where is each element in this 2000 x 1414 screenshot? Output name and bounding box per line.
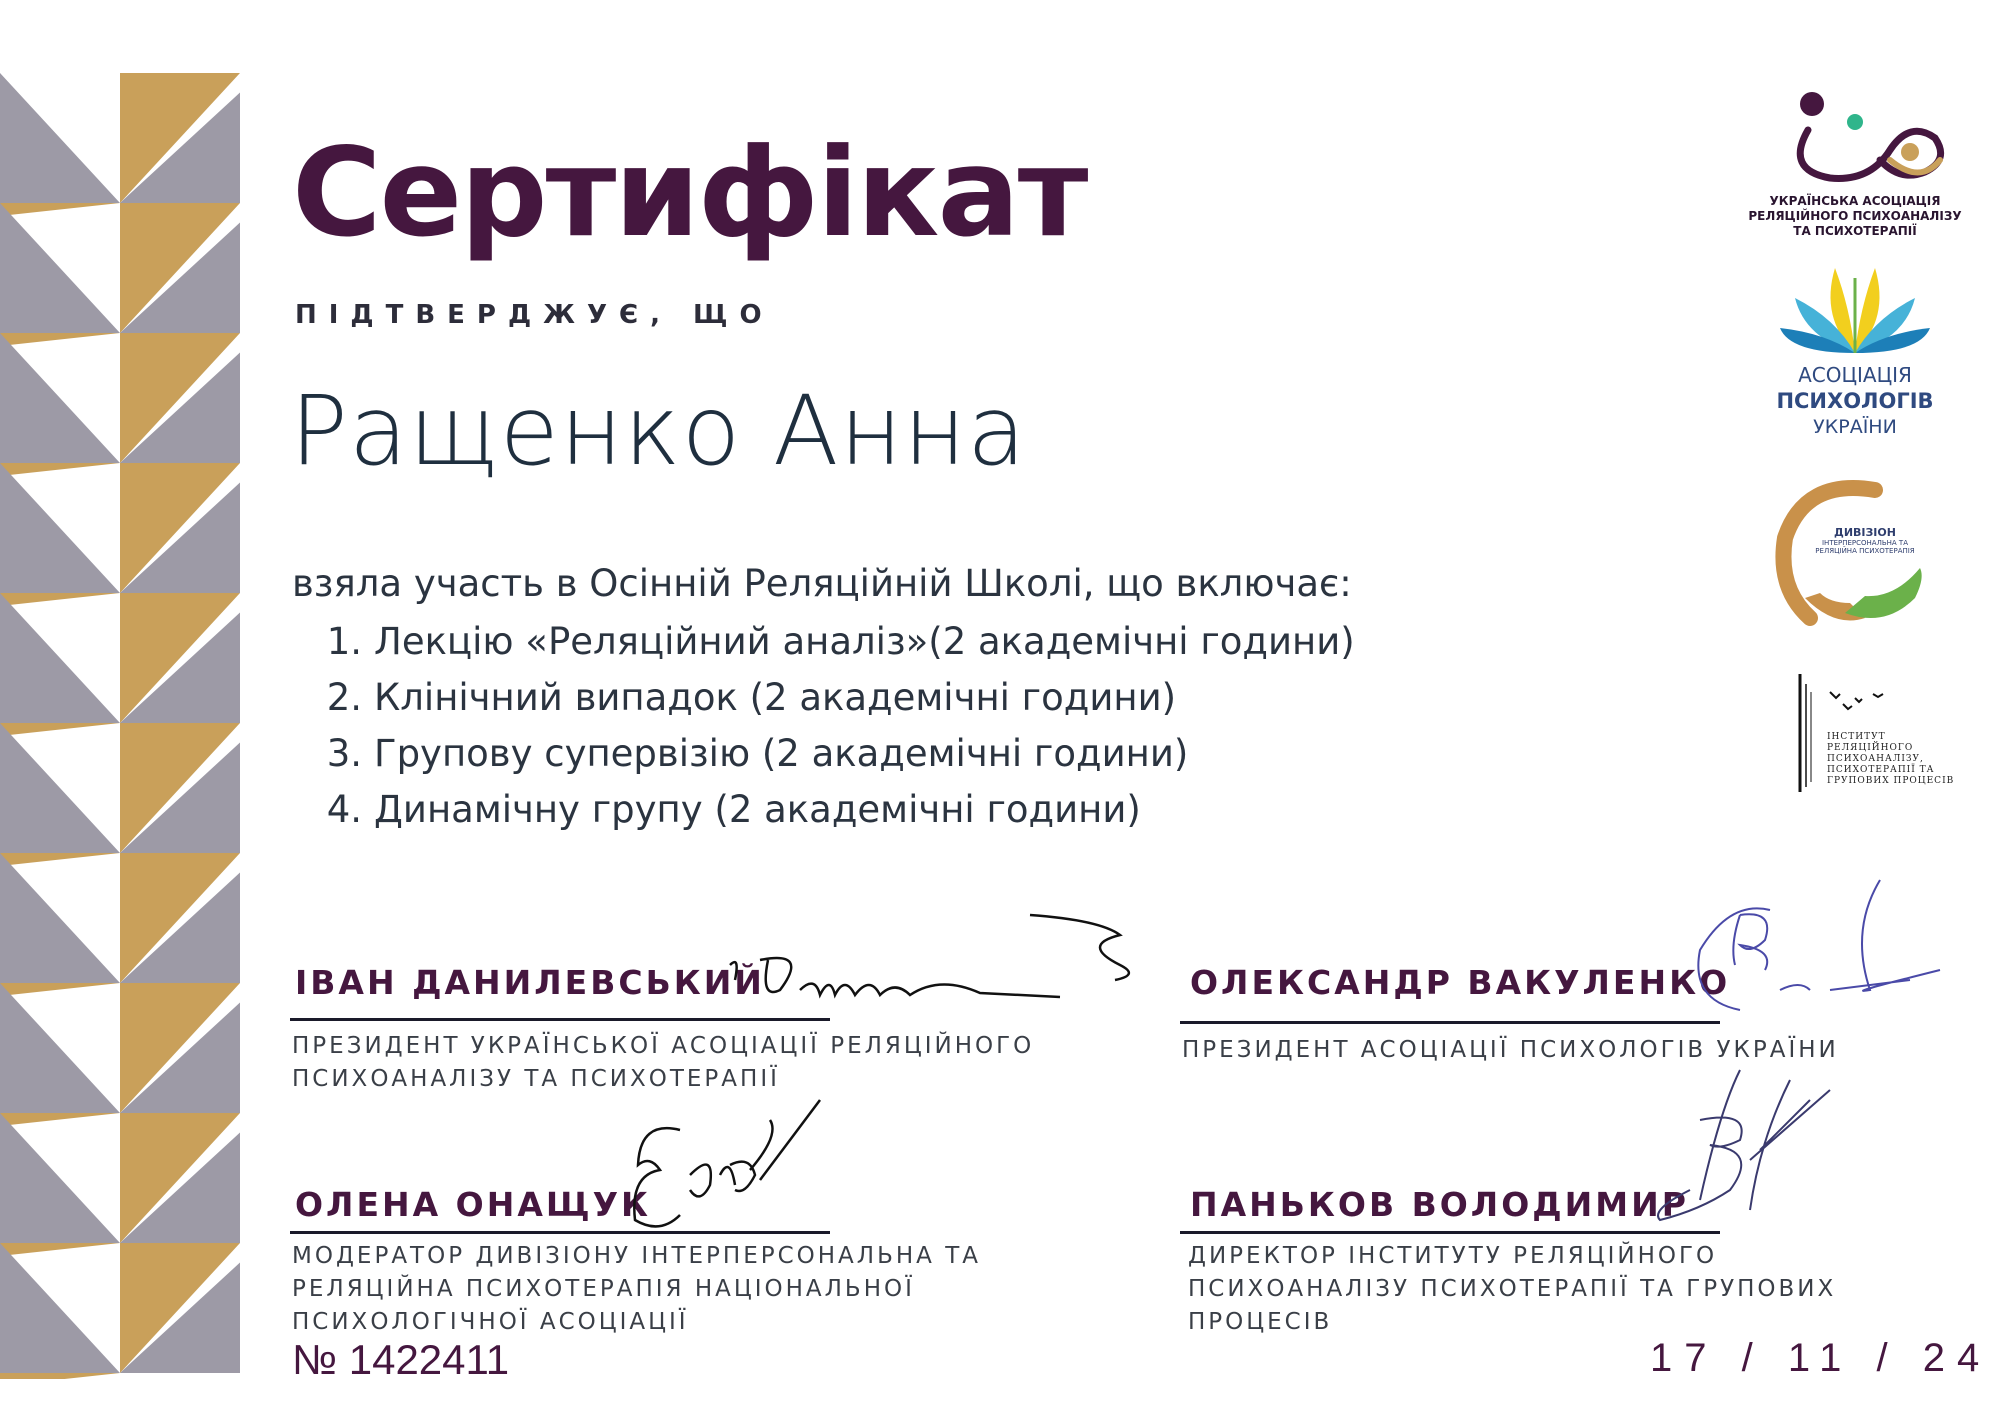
list-item: 2. Клінічний випадок (2 академічні години) [326,676,1177,719]
chevron-tile [0,1113,120,1126]
chevron-tile [0,73,120,203]
chevron-tile [0,463,120,476]
uarp-logo: УКРАЇНСЬКА АСОЦІАЦІЯ РЕЛЯЦІЙНОГО ПСИХОАНАЛІЗУ ТА ПСИХОТЕРАПІЇ [1740,90,1970,239]
recipient-name: Ращенко Анна [290,375,1027,487]
list-item: 1. Лекцію «Реляційний аналіз»(2 академічні години) [326,620,1355,663]
list-item: 3. Групову супервізію (2 академічні години) [326,732,1189,775]
signatory-role-danylevskyi: ПРЕЗИДЕНТ УКРАЇНСЬКОЇ АСОЦІАЦІЇ РЕЛЯЦІЙНОГО ПСИХОАНАЛІЗУ ТА ПСИХОТЕРАПІЇ [292,1033,1035,1092]
chevron-tile [0,333,120,346]
signatory-role-vakulenko: ПРЕЗИДЕНТ АСОЦІАЦІЇ ПСИХОЛОГІВ УКРАЇНИ [1182,1037,1839,1063]
chevron-tile [0,723,120,736]
signatory-name-onashchuk: ОЛЕНА ОНАЩУК [295,1185,652,1224]
certificate-number: № 1422411 [292,1336,510,1383]
decorative-chevron-pattern [0,73,240,1379]
chevron-tile [0,1113,120,1243]
list-item: 4. Динамічну групу (2 академічні години) [326,788,1141,831]
chevron-tile [0,983,120,1113]
handwritten-signature [1680,870,1950,1020]
chevron-tile [0,1243,120,1373]
chevron-tile [0,203,120,216]
signature-line [1180,1231,1720,1234]
chevron-tile [0,593,120,723]
chevron-tile [0,203,120,333]
signatory-name-vakulenko: ОЛЕКСАНДР ВАКУЛЕНКО [1190,963,1731,1002]
lotus-icon [1775,258,1935,358]
participation-statement: взяла участь в Осінній Реляційній Школі, що включає: [292,562,1352,605]
chevron-tile [0,463,120,593]
certificate-title: Сертифікат [292,122,1087,264]
chevron-tile [0,1243,120,1256]
chevron-tile [0,723,120,853]
signature-line [1180,1021,1720,1024]
institute-logo: ІНСТИТУТ РЕЛЯЦІЙНОГО ПСИХОАНАЛІЗУ, ПСИХОТЕРАПІЇ ТА ГРУПОВИХ ПРОЦЕСІВ [1795,672,1970,797]
certificate-date: 17 / 11 / 24 [1650,1336,1992,1380]
handwritten-signature [1640,1060,1840,1230]
chevron-tile [0,1373,120,1379]
apu-logo: АСОЦІАЦІЯ ПСИХОЛОГІВ УКРАЇНИ [1775,258,1935,440]
infinity-people-icon [1740,90,1970,190]
signatory-name-pankov: ПАНЬКОВ ВОЛОДИМИР [1190,1185,1689,1224]
signatory-role-onashchuk: МОДЕРАТОР ДИВІЗІОНУ ІНТЕРПЕРСОНАЛЬНА ТА РЕЛЯЦІЙНА ПСИХОТЕРАПІЯ НАЦІОНАЛЬНОЇ ПСИХОЛОГІЧНОЇ АСОЦІАЦІЇ [292,1243,981,1335]
signatory-name-danylevskyi: ІВАН ДАНИЛЕВСЬКИЙ [295,963,765,1002]
signature-line [290,1018,830,1021]
chevron-tile [0,983,120,996]
chevron-tile [0,853,120,983]
confirms-label: ПІДТВЕРДЖУЄ, ЩО [295,300,774,330]
chevron-tile [0,593,120,606]
handwritten-signature [720,905,1140,1015]
chevron-tile [0,333,120,463]
signatory-role-pankov: ДИРЕКТОР ІНСТИТУТУ РЕЛЯЦІЙНОГО ПСИХОАНАЛІЗУ ПСИХОТЕРАПІЇ ТА ГРУПОВИХ ПРОЦЕСІВ [1188,1243,1837,1335]
chevron-tile [0,853,120,866]
activity-list [292,614,1355,838]
division-logo: ДИВІЗІОН ІНТЕРПЕРСОНАЛЬНА ТА РЕЛЯЦІЙНА ПСИХОТЕРАПІЯ [1775,478,1935,638]
handwritten-signature [620,1095,840,1255]
hands-circle-icon [1775,478,1935,638]
